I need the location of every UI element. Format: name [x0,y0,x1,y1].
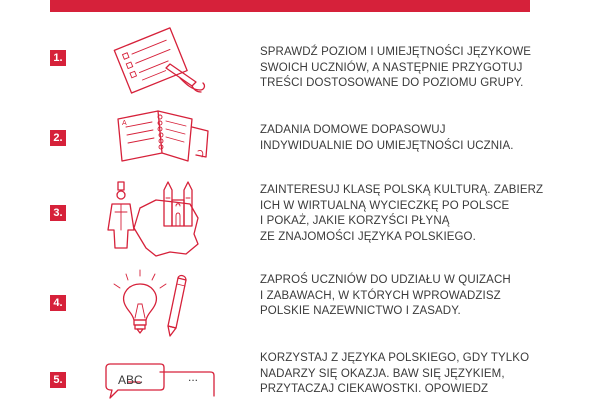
step-line: KORZYSTAJ Z JĘZYKA POLSKIEGO, GDY TYLKO [260,352,530,364]
checklist-pen-icon [100,32,210,94]
notebook-icon [100,105,212,167]
step-text [260,273,580,320]
step-text [260,45,580,92]
svg-text:A: A [122,120,127,127]
step-line: I ZABAWACH, W KTÓRYCH WPROWADZISZ [260,289,501,302]
lightbulb-pencil-icon [100,270,210,336]
step-line: TREŚCI DOSTOSOWANE DO POZIOMU GRUPY. [260,77,524,89]
step-number: 2. [50,130,66,146]
step-line: ICH W WIRTUALNĄ WYCIECZKĘ PO POLSCE [260,199,510,212]
bubble-abc-text: ABC [118,373,143,387]
step-line: ZAPROŚ UCZNIÓW DO UDZIAŁU W QUIZACH [260,274,511,286]
header-bar [50,0,530,12]
bubble-dots-text: ... [188,370,199,384]
step-line: ZE ZNAJOMOŚCI JĘZYKA POLSKIEGO. [260,230,476,243]
step-number: 3. [50,205,66,221]
chat-bubbles-icon [100,360,220,400]
step-text [260,351,580,398]
step-line: INDYWIDUALNIE DO UMIEJĘTNOŚCI UCZNIA. [260,139,514,152]
step-number: 1. [50,50,66,66]
step-line: ZAINTERESUJ KLASĘ POLSKĄ KULTURĄ. ZABIERZ [260,184,544,196]
poland-culture-icon [100,178,210,262]
step-line: SPRAWDŹ POZIOM I UMIEJĘTNOŚCI JĘZYKOWE [260,46,532,58]
step-line: POLSKIE NAZEWNICTWO I ZASADY. [260,305,461,317]
step-line: ZADANIA DOMOWE DOPASOWUJ [260,124,446,136]
step-line: NADARZY SIĘ OKAZJA. BAW SIĘ JĘZYKIEM, [260,367,505,380]
step-text [260,123,580,154]
step-number: 5. [50,372,66,388]
step-number: 4. [50,295,66,311]
step-text [260,183,580,245]
step-line: PRZYTACZAJ CIEKAWOSTKI. OPOWIEDZ [260,383,489,395]
step-line: SWOICH UCZNIÓW, A NASTĘPNIE PRZYGOTUJ [260,61,523,74]
step-line: I POKAŻ, JAKIE KORZYŚCI PŁYNĄ [260,215,450,227]
